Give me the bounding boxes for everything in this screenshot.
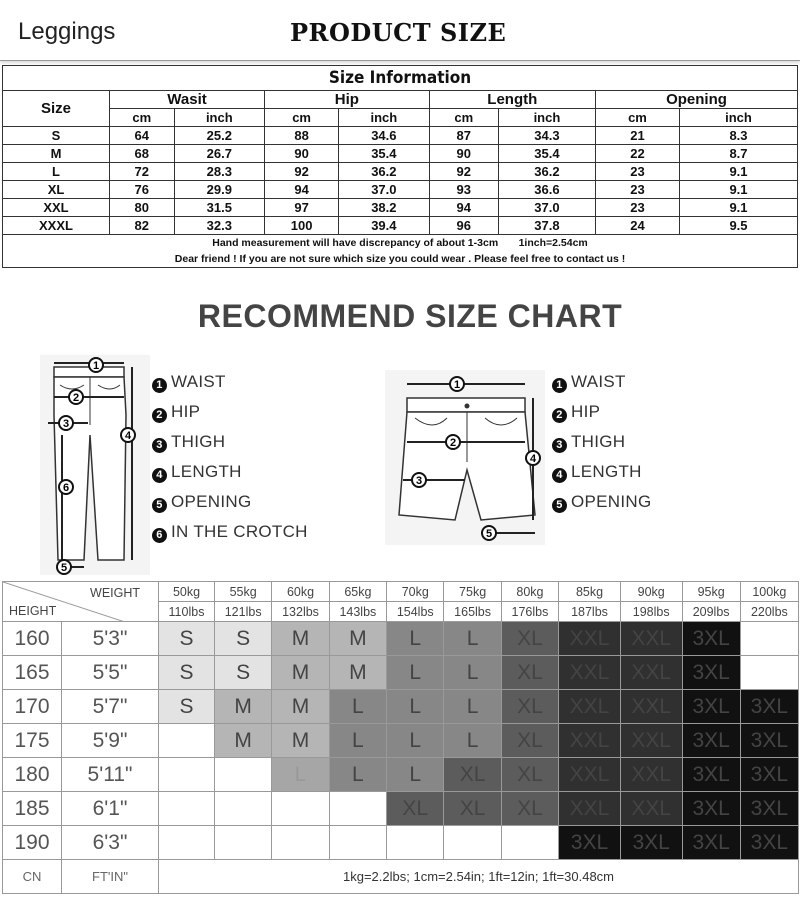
height-cm-cell: 165: [3, 656, 62, 690]
size-recommendation-cell: S: [159, 622, 215, 656]
shorts-legend-label: LENGTH: [571, 462, 642, 481]
measurement-cell: 36.2: [498, 163, 595, 181]
product-type: Leggings: [18, 18, 116, 45]
measurement-cell: 37.8: [498, 217, 595, 235]
measurement-cell: 9.1: [679, 199, 797, 217]
size-recommendation-cell: L: [444, 724, 501, 758]
size-recommendation-cell: [272, 826, 329, 860]
size-recommendation-cell: M: [272, 656, 329, 690]
size-column-header: Size: [3, 91, 110, 127]
size-recommendation-cell: XL: [387, 792, 444, 826]
size-label-cell: S: [3, 127, 110, 145]
size-recommendation-cell: S: [214, 656, 271, 690]
height-ft-cell: 6'3": [62, 826, 159, 860]
size-recommendation-cell: S: [214, 622, 271, 656]
size-recommendation-cell: M: [214, 690, 271, 724]
measurement-cell: 24: [595, 217, 679, 235]
weight-kg-header: 70kg: [387, 582, 444, 602]
pants-legend-label: THIGH: [171, 432, 226, 451]
height-row: [3, 724, 799, 758]
measurement-cell: 97: [265, 199, 339, 217]
measurement-cell: 64: [110, 127, 175, 145]
corner-header-cell: [3, 582, 159, 622]
size-label-cell: XL: [3, 181, 110, 199]
height-cm-cell: 175: [3, 724, 62, 758]
diagram-marker-label: 4: [124, 430, 132, 442]
height-ft-cell: 5'7": [62, 690, 159, 724]
shorts-legend: [552, 367, 652, 517]
size-recommendation-cell: [272, 792, 329, 826]
measurement-cell: 36.6: [498, 181, 595, 199]
size-recommendation-cell: [329, 826, 386, 860]
size-recommendation-cell: S: [159, 656, 215, 690]
size-recommendation-cell: L: [444, 622, 501, 656]
size-recommendation-cell: 3XL: [740, 758, 798, 792]
height-ft-cell: 6'1": [62, 792, 159, 826]
number-badge-icon: 3: [552, 438, 567, 453]
size-recommendation-cell: [740, 622, 798, 656]
size-recommendation-cell: M: [272, 724, 329, 758]
height-row: [3, 656, 799, 690]
number-badge-icon: 5: [152, 498, 167, 513]
size-note: Hand measurement will have discrepancy of about 1-3cm 1inch=2.54cm: [3, 235, 798, 252]
measurement-cell: 32.3: [174, 217, 265, 235]
size-recommendation-cell: XL: [501, 792, 558, 826]
size-row: [3, 127, 798, 145]
shorts-diagram: [385, 370, 545, 545]
number-badge-icon: 2: [152, 408, 167, 423]
unit-header: inch: [498, 109, 595, 127]
height-cm-cell: 160: [3, 622, 62, 656]
height-row: [3, 690, 799, 724]
measurement-cell: 38.2: [339, 199, 430, 217]
size-recommendation-cell: XL: [444, 792, 501, 826]
size-recommendation-cell: XL: [501, 622, 558, 656]
weight-header: WEIGHT: [90, 586, 141, 600]
size-recommendation-cell: XXL: [620, 758, 682, 792]
diagram-marker-label: 1: [92, 360, 100, 372]
size-recommendation-cell: 3XL: [740, 826, 798, 860]
weight-lbs-header: 132lbs: [272, 602, 329, 622]
measurement-cell: 94: [265, 181, 339, 199]
size-row: [3, 163, 798, 181]
height-row: [3, 792, 799, 826]
weight-kg-header: 95kg: [682, 582, 740, 602]
shorts-legend-item: [552, 427, 652, 457]
weight-lbs-header: 187lbs: [559, 602, 621, 622]
shorts-legend-label: OPENING: [571, 492, 652, 511]
pants-diagram: [40, 355, 150, 575]
pants-legend-item: [152, 367, 308, 397]
number-badge-icon: 2: [552, 408, 567, 423]
size-recommendation-cell: M: [214, 724, 271, 758]
diagram-marker-label: 6: [62, 482, 70, 494]
size-recommendation-cell: [159, 724, 215, 758]
measurement-cell: 93: [429, 181, 498, 199]
measurement-cell: 25.2: [174, 127, 265, 145]
size-recommendation-cell: XL: [501, 724, 558, 758]
number-badge-icon: 5: [552, 498, 567, 513]
size-recommendation-cell: [214, 758, 271, 792]
size-recommendation-cell: XXL: [620, 622, 682, 656]
size-recommendation-cell: M: [329, 622, 386, 656]
measurement-cell: 76: [110, 181, 175, 199]
weight-kg-header: 80kg: [501, 582, 558, 602]
size-recommendation-cell: [159, 758, 215, 792]
shorts-legend-item: [552, 367, 652, 397]
number-badge-icon: 6: [152, 528, 167, 543]
weight-lbs-header: 154lbs: [387, 602, 444, 622]
weight-kg-header: 55kg: [214, 582, 271, 602]
measurement-cell: 35.4: [339, 145, 430, 163]
size-row: [3, 199, 798, 217]
size-recommendation-cell: [444, 826, 501, 860]
size-recommendation-cell: 3XL: [682, 690, 740, 724]
measurement-cell: 8.7: [679, 145, 797, 163]
measurement-cell: 82: [110, 217, 175, 235]
size-recommendation-cell: XL: [501, 656, 558, 690]
size-recommendation-cell: [501, 826, 558, 860]
weight-lbs-header: 165lbs: [444, 602, 501, 622]
footer-cn: CN: [3, 860, 62, 894]
size-information-table: [2, 65, 798, 268]
pants-legend-item: [152, 487, 308, 517]
size-recommendation-cell: [387, 826, 444, 860]
pants-legend-item: [152, 397, 308, 427]
height-cm-cell: 180: [3, 758, 62, 792]
unit-header: cm: [110, 109, 175, 127]
size-recommendation-cell: 3XL: [682, 724, 740, 758]
size-recommendation-cell: XXL: [559, 758, 621, 792]
recommend-title: RECOMMEND SIZE CHART: [197, 298, 623, 334]
weight-lbs-header: 209lbs: [682, 602, 740, 622]
measurement-cell: 21: [595, 127, 679, 145]
measurement-cell: 23: [595, 163, 679, 181]
height-cm-cell: 190: [3, 826, 62, 860]
measurement-cell: 9.5: [679, 217, 797, 235]
group-header-hip: Hip: [265, 91, 430, 109]
pants-legend-label: LENGTH: [171, 462, 242, 481]
measurement-cell: 35.4: [498, 145, 595, 163]
unit-header: inch: [679, 109, 797, 127]
unit-header: inch: [174, 109, 265, 127]
measurement-cell: 9.1: [679, 163, 797, 181]
size-recommendation-cell: L: [444, 690, 501, 724]
size-recommendation-cell: XXL: [620, 690, 682, 724]
diagram-marker-label: 5: [485, 528, 493, 540]
measurement-cell: 90: [429, 145, 498, 163]
size-recommendation-cell: XXL: [559, 656, 621, 690]
size-label-cell: M: [3, 145, 110, 163]
measurement-cell: 88: [265, 127, 339, 145]
measurement-cell: 39.4: [339, 217, 430, 235]
size-recommendation-cell: [214, 826, 271, 860]
measurement-cell: 96: [429, 217, 498, 235]
measurement-cell: 80: [110, 199, 175, 217]
size-row: [3, 181, 798, 199]
weight-kg-header: 75kg: [444, 582, 501, 602]
size-recommendation-cell: 3XL: [620, 826, 682, 860]
number-badge-icon: 4: [552, 468, 567, 483]
size-recommendation-cell: L: [329, 690, 386, 724]
size-table-caption: Size Information: [3, 66, 798, 91]
size-recommendation-cell: L: [387, 622, 444, 656]
measurement-cell: 100: [265, 217, 339, 235]
pants-legend: [152, 367, 308, 547]
measurement-cell: 94: [429, 199, 498, 217]
pants-legend-item: [152, 427, 308, 457]
measurement-cell: 29.9: [174, 181, 265, 199]
measurement-cell: 34.6: [339, 127, 430, 145]
size-recommendation-cell: 3XL: [682, 758, 740, 792]
measurement-cell: 92: [429, 163, 498, 181]
weight-lbs-header: 198lbs: [620, 602, 682, 622]
size-recommendation-cell: XXL: [559, 792, 621, 826]
weight-kg-header: 65kg: [329, 582, 386, 602]
height-cm-cell: 185: [3, 792, 62, 826]
size-row: [3, 217, 798, 235]
size-recommendation-cell: L: [387, 690, 444, 724]
height-ft-cell: 5'3": [62, 622, 159, 656]
size-label-cell: L: [3, 163, 110, 181]
height-cm-cell: 170: [3, 690, 62, 724]
weight-lbs-header: 110lbs: [159, 602, 215, 622]
height-ft-cell: 5'11": [62, 758, 159, 792]
measurement-cell: 37.0: [498, 199, 595, 217]
size-recommendation-cell: XXL: [559, 622, 621, 656]
measurement-cell: 31.5: [174, 199, 265, 217]
measurement-cell: 68: [110, 145, 175, 163]
size-recommendation-cell: [159, 792, 215, 826]
unit-header: inch: [339, 109, 430, 127]
size-recommendation-cell: [214, 792, 271, 826]
measurement-cell: 36.2: [339, 163, 430, 181]
size-recommendation-cell: 3XL: [682, 656, 740, 690]
number-badge-icon: 4: [152, 468, 167, 483]
height-ft-cell: 5'5": [62, 656, 159, 690]
weight-lbs-header: 143lbs: [329, 602, 386, 622]
diagram-marker-label: 2: [449, 437, 457, 449]
weight-lbs-header: 220lbs: [740, 602, 798, 622]
measurement-cell: 8.3: [679, 127, 797, 145]
measurement-cell: 72: [110, 163, 175, 181]
diagram-marker-label: 3: [62, 418, 70, 430]
measurement-cell: 37.0: [339, 181, 430, 199]
diagram-marker-label: 1: [453, 379, 461, 391]
measurement-cell: 34.3: [498, 127, 595, 145]
size-recommendation-cell: L: [444, 656, 501, 690]
size-recommendation-cell: M: [272, 622, 329, 656]
height-ft-cell: 5'9": [62, 724, 159, 758]
weight-lbs-header: 176lbs: [501, 602, 558, 622]
group-header-opening: Opening: [595, 91, 797, 109]
size-recommendation-cell: L: [329, 724, 386, 758]
shorts-legend-item: [552, 487, 652, 517]
recommend-size-table: [2, 581, 799, 894]
group-header-length: Length: [429, 91, 595, 109]
size-row: [3, 145, 798, 163]
height-row: [3, 826, 799, 860]
pants-legend-item: [152, 457, 308, 487]
footer-ft-in: FT'IN": [62, 860, 159, 894]
page-title: PRODUCT SIZE: [290, 18, 507, 47]
height-row: [3, 758, 799, 792]
weight-kg-header: 60kg: [272, 582, 329, 602]
measurement-cell: 28.3: [174, 163, 265, 181]
group-header-waist: Wasit: [110, 91, 265, 109]
weight-kg-header: 50kg: [159, 582, 215, 602]
shorts-legend-item: [552, 397, 652, 427]
size-recommendation-cell: 3XL: [682, 792, 740, 826]
unit-header: cm: [429, 109, 498, 127]
weight-kg-header: 85kg: [559, 582, 621, 602]
size-recommendation-cell: XXL: [620, 656, 682, 690]
weight-kg-header: 100kg: [740, 582, 798, 602]
size-recommendation-cell: S: [159, 690, 215, 724]
measurement-cell: 87: [429, 127, 498, 145]
number-badge-icon: 3: [152, 438, 167, 453]
size-recommendation-cell: XXL: [559, 724, 621, 758]
size-recommendation-cell: XL: [501, 690, 558, 724]
diagram-marker-label: 5: [60, 562, 68, 574]
number-badge-icon: 1: [552, 378, 567, 393]
pants-legend-label: IN THE CROTCH: [171, 522, 308, 541]
size-recommendation-cell: M: [329, 656, 386, 690]
shorts-legend-label: THIGH: [571, 432, 626, 451]
size-recommendation-cell: L: [387, 758, 444, 792]
size-recommendation-cell: M: [272, 690, 329, 724]
size-recommendation-cell: XL: [444, 758, 501, 792]
conversion-note: 1kg=2.2lbs; 1cm=2.54in; 1ft=12in; 1ft=30.48cm: [159, 860, 799, 894]
pants-legend-item: [152, 517, 308, 547]
size-recommendation-cell: 3XL: [682, 622, 740, 656]
size-recommendation-cell: [329, 792, 386, 826]
size-recommendation-cell: [159, 826, 215, 860]
shorts-legend-item: [552, 457, 652, 487]
measurement-cell: 9.1: [679, 181, 797, 199]
size-recommendation-cell: L: [387, 656, 444, 690]
size-recommendation-cell: L: [272, 758, 329, 792]
pants-legend-label: HIP: [171, 402, 201, 421]
size-recommendation-cell: 3XL: [740, 690, 798, 724]
height-header: HEIGHT: [9, 604, 57, 618]
diagram-marker-label: 4: [529, 453, 537, 465]
pants-legend-label: OPENING: [171, 492, 252, 511]
unit-header: cm: [595, 109, 679, 127]
chart-footer-row: [3, 860, 799, 894]
measurement-cell: 23: [595, 199, 679, 217]
shorts-legend-label: WAIST: [571, 372, 626, 391]
size-note: Dear friend ! If you are not sure which size you could wear . Please feel free to contact us !: [3, 251, 798, 268]
size-recommendation-cell: 3XL: [682, 826, 740, 860]
size-recommendation-cell: XXL: [559, 690, 621, 724]
size-recommendation-cell: [740, 656, 798, 690]
size-recommendation-cell: 3XL: [740, 792, 798, 826]
size-recommendation-cell: XL: [501, 758, 558, 792]
diagram-marker-label: 3: [415, 475, 423, 487]
size-label-cell: XXXL: [3, 217, 110, 235]
diagram-marker-label: 2: [72, 392, 80, 404]
size-label-cell: XXL: [3, 199, 110, 217]
size-recommendation-cell: L: [329, 758, 386, 792]
unit-header: cm: [265, 109, 339, 127]
measurement-cell: 23: [595, 181, 679, 199]
measurement-cell: 22: [595, 145, 679, 163]
size-recommendation-cell: XXL: [620, 792, 682, 826]
measurement-cell: 90: [265, 145, 339, 163]
size-recommendation-cell: 3XL: [740, 724, 798, 758]
weight-lbs-header: 121lbs: [214, 602, 271, 622]
size-recommendation-cell: 3XL: [559, 826, 621, 860]
measurement-cell: 92: [265, 163, 339, 181]
height-row: [3, 622, 799, 656]
size-recommendation-cell: L: [387, 724, 444, 758]
shorts-legend-label: HIP: [571, 402, 601, 421]
measurement-cell: 26.7: [174, 145, 265, 163]
weight-kg-header: 90kg: [620, 582, 682, 602]
number-badge-icon: 1: [152, 378, 167, 393]
size-recommendation-cell: XXL: [620, 724, 682, 758]
pants-legend-label: WAIST: [171, 372, 226, 391]
